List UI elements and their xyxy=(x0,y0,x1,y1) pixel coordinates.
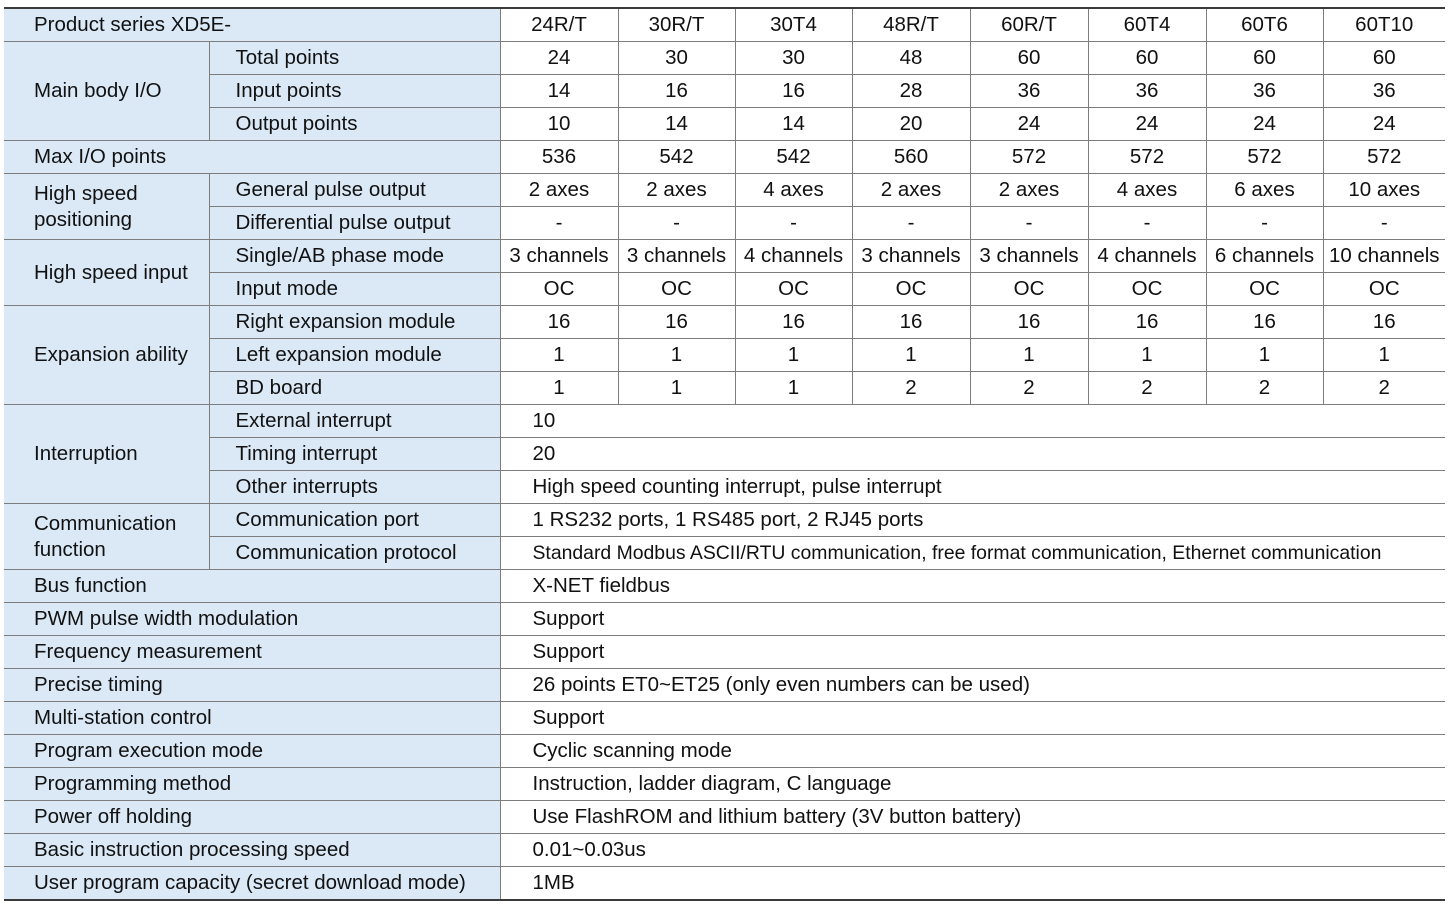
table-row xyxy=(4,636,1445,669)
spec-table xyxy=(4,7,1445,901)
table-cell: 572 xyxy=(970,141,1088,174)
row-label: Frequency measurement xyxy=(4,636,500,669)
table-cell: 572 xyxy=(1323,141,1445,174)
row-label: General pulse output xyxy=(209,174,500,207)
row-label: Max I/O points xyxy=(4,141,500,174)
table-cell: 6 axes xyxy=(1206,174,1323,207)
header-row xyxy=(4,8,1445,42)
table-cell: 4 channels xyxy=(1088,240,1206,273)
table-cell: 36 xyxy=(970,75,1088,108)
table-row xyxy=(4,735,1445,768)
row-label: External interrupt xyxy=(209,405,500,438)
table-cell: - xyxy=(1323,207,1445,240)
table-cell: 24 xyxy=(500,42,618,75)
table-cell: 1 xyxy=(1206,339,1323,372)
row-label: Programming method xyxy=(4,768,500,801)
table-cell: 2 xyxy=(970,372,1088,405)
row-label: Communication protocol xyxy=(209,537,500,570)
table-cell: - xyxy=(500,207,618,240)
table-cell: 1 xyxy=(970,339,1088,372)
table-row xyxy=(4,702,1445,735)
group-label-communication: Communication function xyxy=(4,504,209,570)
table-cell: Support xyxy=(500,702,1445,735)
model-header: 60T10 xyxy=(1323,8,1445,42)
table-row xyxy=(4,141,1445,174)
table-cell: X-NET fieldbus xyxy=(500,570,1445,603)
table-cell: 24 xyxy=(1323,108,1445,141)
table-cell: 2 axes xyxy=(970,174,1088,207)
table-row xyxy=(4,75,1445,108)
model-header: 60T4 xyxy=(1088,8,1206,42)
table-row xyxy=(4,273,1445,306)
table-cell: 3 channels xyxy=(970,240,1088,273)
table-cell: 36 xyxy=(1206,75,1323,108)
table-cell: 6 channels xyxy=(1206,240,1323,273)
table-cell: OC xyxy=(970,273,1088,306)
table-row xyxy=(4,306,1445,339)
table-row xyxy=(4,603,1445,636)
table-cell: 14 xyxy=(500,75,618,108)
table-cell: OC xyxy=(852,273,970,306)
table-cell: 1 xyxy=(618,372,735,405)
table-cell: 24 xyxy=(1206,108,1323,141)
table-cell: 36 xyxy=(1088,75,1206,108)
table-cell: 14 xyxy=(618,108,735,141)
table-cell: 536 xyxy=(500,141,618,174)
table-row xyxy=(4,108,1445,141)
group-label-hs-input: High speed input xyxy=(4,240,209,306)
row-label: Basic instruction processing speed xyxy=(4,834,500,867)
table-row xyxy=(4,504,1445,537)
row-label: Input mode xyxy=(209,273,500,306)
model-header: 30R/T xyxy=(618,8,735,42)
table-row xyxy=(4,669,1445,702)
table-row xyxy=(4,438,1445,471)
table-cell: 48 xyxy=(852,42,970,75)
table-row xyxy=(4,240,1445,273)
table-cell: 3 channels xyxy=(500,240,618,273)
table-cell: 30 xyxy=(735,42,852,75)
table-row xyxy=(4,339,1445,372)
row-label: Bus function xyxy=(4,570,500,603)
row-label: Multi-station control xyxy=(4,702,500,735)
table-cell: 24 xyxy=(1088,108,1206,141)
table-cell: OC xyxy=(735,273,852,306)
table-cell: 60 xyxy=(1323,42,1445,75)
table-cell: OC xyxy=(500,273,618,306)
table-cell: 60 xyxy=(1088,42,1206,75)
table-row xyxy=(4,768,1445,801)
row-label: Output points xyxy=(209,108,500,141)
table-cell: 1MB xyxy=(500,867,1445,901)
table-cell: Instruction, ladder diagram, C language xyxy=(500,768,1445,801)
table-cell: 2 xyxy=(852,372,970,405)
model-header: 24R/T xyxy=(500,8,618,42)
table-cell: - xyxy=(1088,207,1206,240)
table-cell: 16 xyxy=(852,306,970,339)
table-row xyxy=(4,42,1445,75)
table-row xyxy=(4,174,1445,207)
row-label: Program execution mode xyxy=(4,735,500,768)
table-cell: 2 xyxy=(1206,372,1323,405)
table-cell: Use FlashROM and lithium battery (3V button battery) xyxy=(500,801,1445,834)
group-label-expansion: Expansion ability xyxy=(4,306,209,405)
table-cell: 60 xyxy=(1206,42,1323,75)
row-label: PWM pulse width modulation xyxy=(4,603,500,636)
table-cell: 3 channels xyxy=(852,240,970,273)
table-cell: 16 xyxy=(1323,306,1445,339)
table-row xyxy=(4,867,1445,901)
table-cell: 1 xyxy=(735,339,852,372)
table-cell: - xyxy=(1206,207,1323,240)
table-cell: 2 xyxy=(1088,372,1206,405)
model-header: 60T6 xyxy=(1206,8,1323,42)
row-label: Timing interrupt xyxy=(209,438,500,471)
table-cell: 26 points ET0~ET25 (only even numbers can be used) xyxy=(500,669,1445,702)
table-cell: 0.01~0.03us xyxy=(500,834,1445,867)
table-row xyxy=(4,537,1445,570)
table-cell: Support xyxy=(500,636,1445,669)
row-label: BD board xyxy=(209,372,500,405)
table-cell: 10 channels xyxy=(1323,240,1445,273)
table-row xyxy=(4,471,1445,504)
table-cell: 20 xyxy=(500,438,1445,471)
table-cell: 20 xyxy=(852,108,970,141)
table-row xyxy=(4,570,1445,603)
table-cell: 2 axes xyxy=(852,174,970,207)
table-cell: 36 xyxy=(1323,75,1445,108)
row-label: Total points xyxy=(209,42,500,75)
table-cell: 572 xyxy=(1088,141,1206,174)
table-cell: High speed counting interrupt, pulse interrupt xyxy=(500,471,1445,504)
table-cell: 16 xyxy=(500,306,618,339)
row-label: Differential pulse output xyxy=(209,207,500,240)
table-cell: 30 xyxy=(618,42,735,75)
group-label-positioning: High speed positioning xyxy=(4,174,209,240)
table-cell: - xyxy=(852,207,970,240)
table-cell: OC xyxy=(1088,273,1206,306)
table-cell: 542 xyxy=(618,141,735,174)
row-label: Input points xyxy=(209,75,500,108)
row-label: Other interrupts xyxy=(209,471,500,504)
table-cell: 1 xyxy=(1088,339,1206,372)
table-cell: 14 xyxy=(735,108,852,141)
table-cell: Support xyxy=(500,603,1445,636)
table-cell: 16 xyxy=(735,306,852,339)
model-header: 48R/T xyxy=(852,8,970,42)
model-header: 30T4 xyxy=(735,8,852,42)
table-cell: - xyxy=(735,207,852,240)
table-cell: 16 xyxy=(735,75,852,108)
group-label-main-io: Main body I/O xyxy=(4,42,209,141)
table-cell: - xyxy=(618,207,735,240)
row-label: User program capacity (secret download mode) xyxy=(4,867,500,901)
table-cell: OC xyxy=(1206,273,1323,306)
table-row xyxy=(4,405,1445,438)
table-cell: 1 xyxy=(852,339,970,372)
table-row xyxy=(4,372,1445,405)
model-header: 60R/T xyxy=(970,8,1088,42)
group-label-interruption: Interruption xyxy=(4,405,209,504)
table-cell: 3 channels xyxy=(618,240,735,273)
table-cell: 1 RS232 ports, 1 RS485 port, 2 RJ45 ports xyxy=(500,504,1445,537)
table-cell: 2 axes xyxy=(618,174,735,207)
table-cell: 542 xyxy=(735,141,852,174)
table-cell: 10 xyxy=(500,108,618,141)
table-cell: Cyclic scanning mode xyxy=(500,735,1445,768)
header-label: Product series XD5E- xyxy=(4,8,500,42)
row-label: Precise timing xyxy=(4,669,500,702)
table-cell: 4 axes xyxy=(1088,174,1206,207)
table-cell: 1 xyxy=(618,339,735,372)
table-cell: OC xyxy=(1323,273,1445,306)
table-cell: 60 xyxy=(970,42,1088,75)
row-label: Left expansion module xyxy=(209,339,500,372)
table-cell: 10 xyxy=(500,405,1445,438)
table-cell: 4 channels xyxy=(735,240,852,273)
table-cell: 16 xyxy=(970,306,1088,339)
table-cell: 1 xyxy=(735,372,852,405)
table-cell: 16 xyxy=(618,306,735,339)
table-row xyxy=(4,207,1445,240)
table-cell: 572 xyxy=(1206,141,1323,174)
table-cell: 2 xyxy=(1323,372,1445,405)
table-cell: 4 axes xyxy=(735,174,852,207)
table-cell: 1 xyxy=(500,372,618,405)
row-label: Single/AB phase mode xyxy=(209,240,500,273)
table-cell: 16 xyxy=(618,75,735,108)
table-cell: 16 xyxy=(1088,306,1206,339)
table-cell: 560 xyxy=(852,141,970,174)
row-label: Right expansion module xyxy=(209,306,500,339)
table-cell: - xyxy=(970,207,1088,240)
table-cell: 1 xyxy=(500,339,618,372)
table-cell: 1 xyxy=(1323,339,1445,372)
table-cell: 28 xyxy=(852,75,970,108)
table-row xyxy=(4,834,1445,867)
table-cell: 2 axes xyxy=(500,174,618,207)
table-cell: Standard Modbus ASCII/RTU communication, free format communication, Ethernet communication xyxy=(500,537,1445,570)
table-cell: 10 axes xyxy=(1323,174,1445,207)
table-cell: 24 xyxy=(970,108,1088,141)
table-cell: 16 xyxy=(1206,306,1323,339)
row-label: Communication port xyxy=(209,504,500,537)
table-cell: OC xyxy=(618,273,735,306)
row-label: Power off holding xyxy=(4,801,500,834)
table-row xyxy=(4,801,1445,834)
